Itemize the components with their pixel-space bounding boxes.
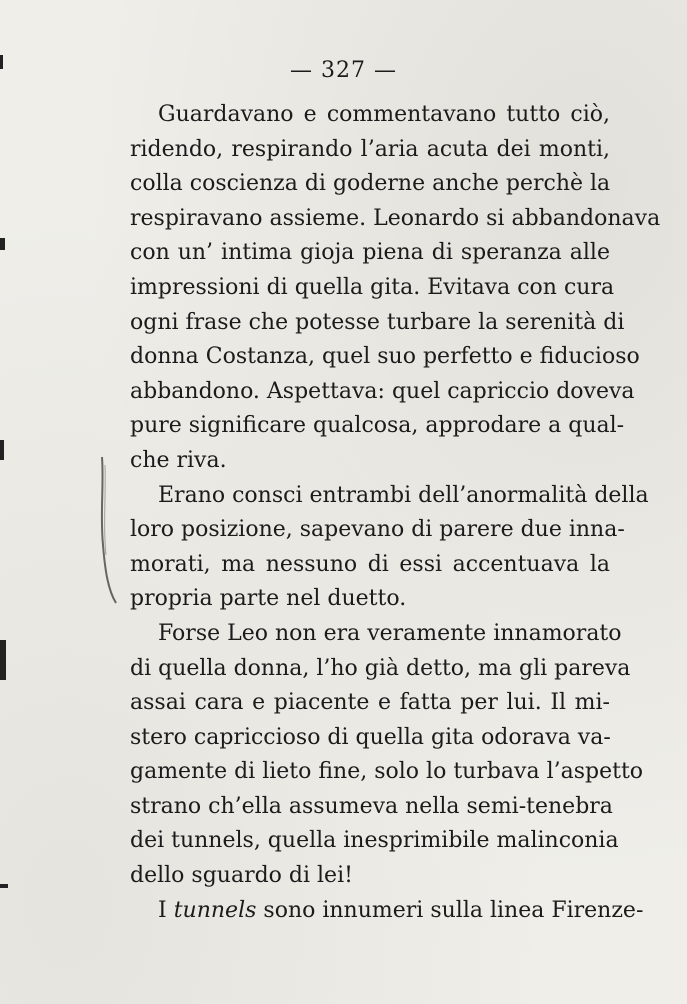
text-line: Guardavano e commentavano tutto ciò, (158, 102, 610, 127)
scan-edge-mark (0, 238, 5, 250)
text-line: ridendo, respirando l’aria acuta dei monti, (130, 136, 610, 162)
body-text (130, 98, 661, 928)
text-line: assai cara e piacente e fatta per lui. Il mi- (130, 690, 610, 716)
text-line: pure significare qualcosa, approdare a qual- (130, 413, 625, 439)
scan-edge-mark (0, 440, 4, 460)
text-line: ogni frase che potesse turbare la serenità di (130, 309, 625, 335)
text-line: abbandono. Aspettava: quel capriccio doveva (130, 378, 635, 404)
text-line: dei tunnels, quella inesprimibile malinconia (130, 828, 619, 854)
italic-word: tunnels (173, 897, 257, 923)
text-line: Forse Leo non era veramente innamorato (158, 620, 622, 646)
paragraph-2 (130, 479, 649, 617)
text-line: dello sguardo di lei! (130, 863, 353, 889)
text-line: strano ch’ella assumeva nella semi-tenebra (130, 793, 613, 819)
scan-edge-mark (0, 640, 6, 680)
text-line: colla coscienza di goderne anche perchè la (130, 171, 611, 197)
page-number: — 327 — (290, 58, 397, 83)
paragraph-1 (130, 98, 661, 479)
paragraph-3 (130, 617, 644, 894)
text-line: impressioni di quella gita. Evitava con cura (130, 274, 615, 300)
text-fragment: sono innumeri sulla linea Firenze- (263, 897, 644, 923)
text-line: propria parte nel duetto. (130, 586, 407, 612)
text-line: Erano consci entrambi dell’anormalità della (158, 482, 649, 508)
text-line (130, 894, 644, 929)
text-line: con un’ intima gioja piena di speranza alle (130, 240, 610, 266)
text-line: gamente di lieto fine, solo lo turbava l’aspetto (130, 759, 644, 785)
text-line: respiravano assieme. Leonardo si abbandonava (130, 205, 661, 231)
text-line: loro posizione, sapevano di parere due inna- (130, 517, 625, 543)
text-line: donna Costanza, quel suo perfetto e fiducioso (130, 344, 640, 370)
text-line: che riva. (130, 447, 227, 473)
text-line: morati, ma nessuno di essi accentuava la (130, 551, 610, 577)
text-line: di quella donna, l’ho già detto, ma gli pareva (130, 655, 631, 681)
text-line: stero capriccioso di quella gita odorava va- (130, 724, 611, 750)
scan-edge-mark (0, 884, 8, 888)
paragraph-4 (130, 894, 644, 929)
ink-smudge (96, 455, 118, 605)
text-fragment: I (158, 897, 167, 923)
